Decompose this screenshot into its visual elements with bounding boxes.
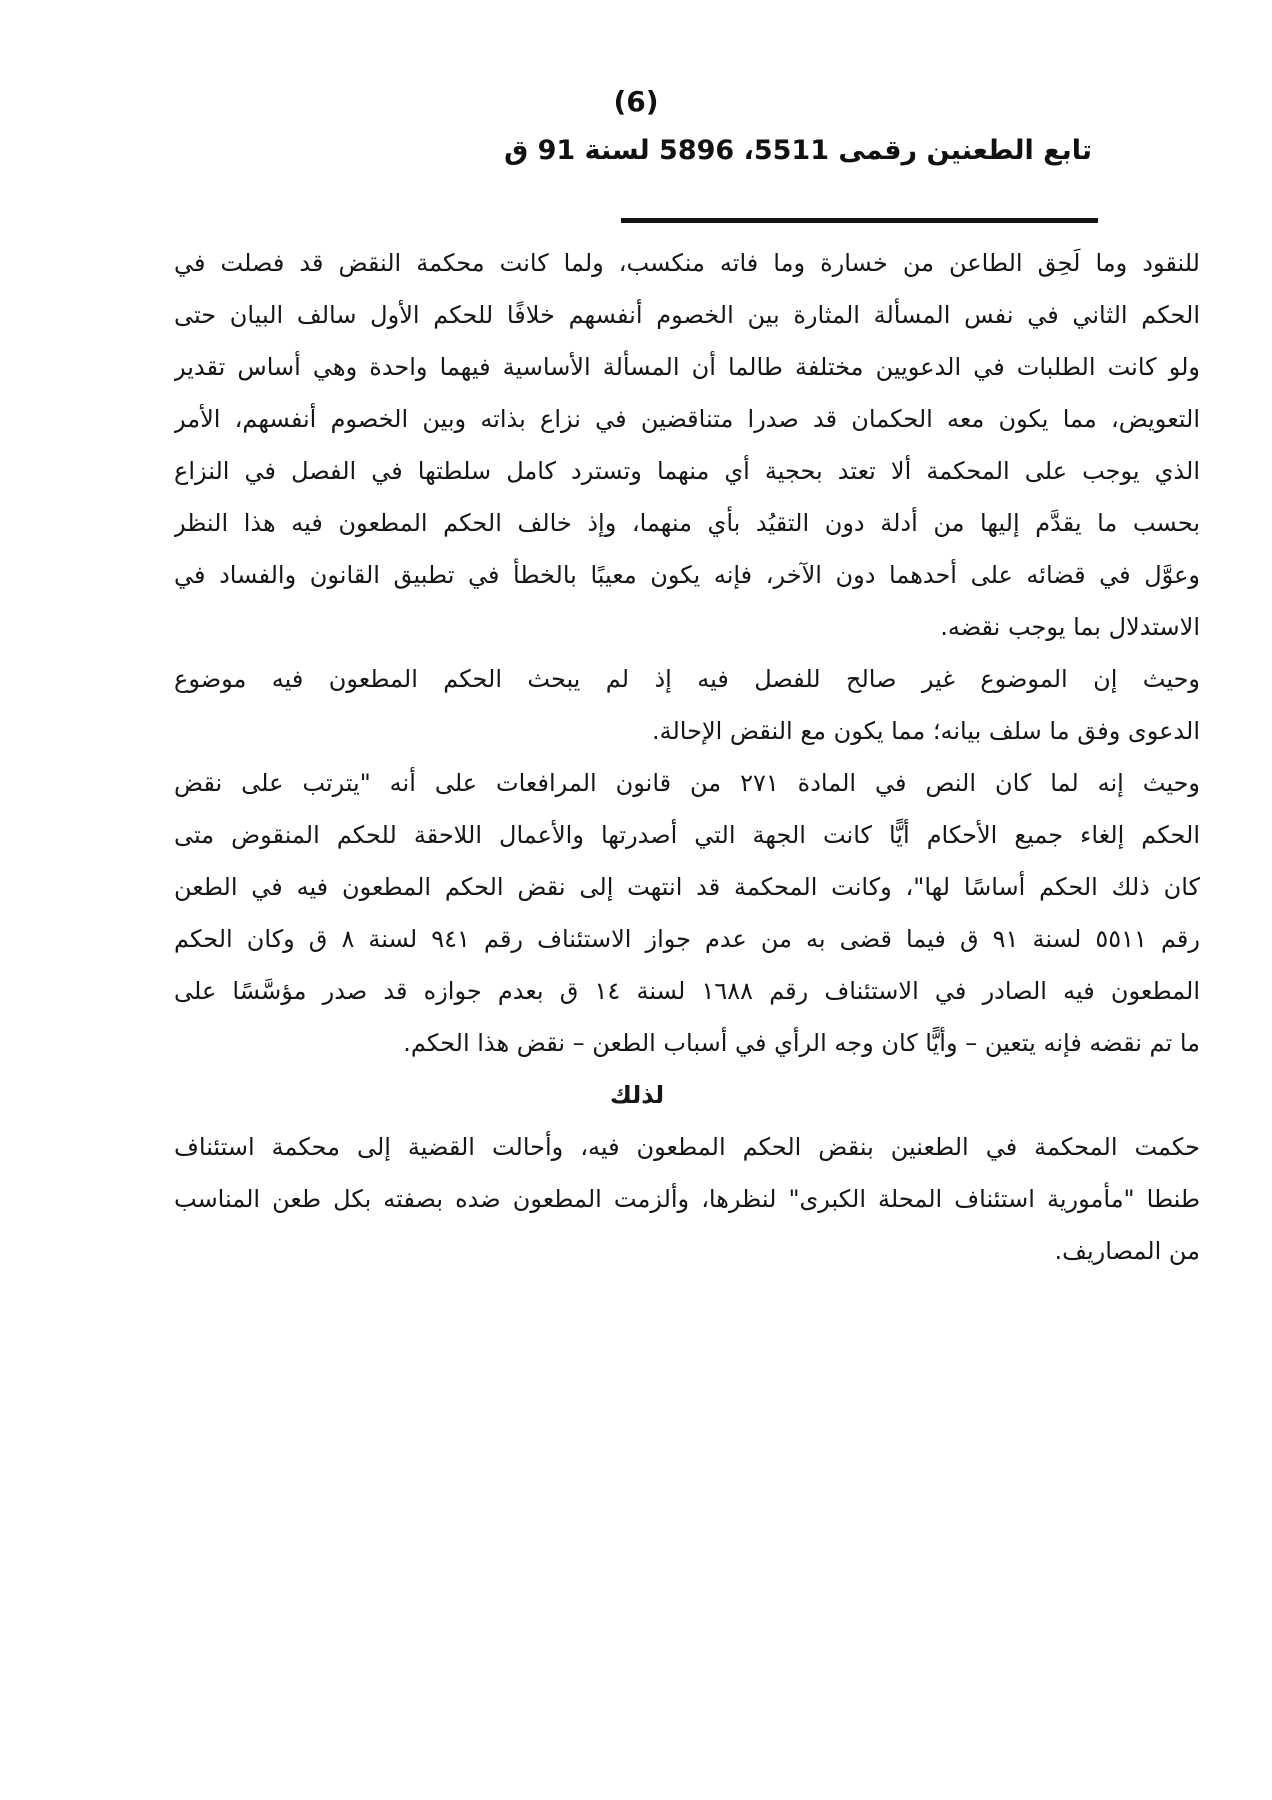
text-line: حكمت المحكمة في الطعنين بنقض الحكم المطعون فيه، وأحالت القضية إلى محكمة استئناف — [174, 1133, 1200, 1161]
text-line: الدعوى وفق ما سلف بيانه؛ مما يكون مع النقض الإحالة. — [651, 717, 1200, 745]
ruling-heading: لذلك — [609, 1081, 665, 1109]
judgment-body-text — [174, 237, 1200, 1277]
page-number: (6) — [613, 85, 659, 118]
header-divider-rule — [621, 218, 1098, 223]
text-line: وحيث إن الموضوع غير صالح للفصل فيه إذ لم يبحث الحكم المطعون فيه موضوع — [174, 665, 1200, 693]
text-line: الحكم إلغاء جميع الأحكام أيًّا كانت الجهة التي أصدرتها والأعمال اللاحقة للحكم المنقوض متى — [174, 821, 1200, 849]
text-line: وحيث إنه لما كان النص في المادة ٢٧١ من قانون المرافعات على أنه "يترتب على نقض — [174, 769, 1200, 797]
text-line: بحسب ما يقدَّم إليها من أدلة دون التقيُد بأي منهما، وإذ خالف الحكم المطعون فيه هذا النظر — [174, 509, 1200, 537]
text-line: من المصاريف. — [1054, 1237, 1200, 1265]
text-line: رقم ٥٥١١ لسنة ٩١ ق فيما قضى به من عدم جواز الاستئناف رقم ٩٤١ لسنة ٨ ق وكان الحكم — [174, 925, 1200, 953]
text-line: الحكم الثاني في نفس المسألة المثارة بين الخصوم أنفسهم خلافًا للحكم الأول سالف البيان حتى — [174, 301, 1200, 329]
text-line: الاستدلال بما يوجب نقضه. — [940, 613, 1200, 641]
text-line: الذي يوجب على المحكمة ألا تعتد بحجية أي منهما وتسترد كامل سلطتها في الفصل في النزاع — [174, 457, 1200, 485]
text-line: وعوَّل في قضائه على أحدهما دون الآخر، فإنه يكون معيبًا بالخطأ في تطبيق القانون والفساد في — [174, 561, 1200, 589]
text-line: كان ذلك الحكم أساسًا لها"، وكانت المحكمة قد انتهت إلى نقض الحكم المطعون فيه في الطعن — [174, 873, 1200, 901]
text-line: ما تم نقضه فإنه يتعين – وأيًّا كان وجه الرأي في أسباب الطعن – نقض هذا الحكم. — [403, 1029, 1200, 1057]
case-header-title: تابع الطعنين رقمى 5511، 5896 لسنة 91 ق — [504, 135, 1092, 166]
text-line: ولو كانت الطلبات في الدعويين مختلفة طالما أن المسألة الأساسية فيهما واحدة وهي أساس تقدير — [174, 353, 1200, 381]
text-line: المطعون فيه الصادر في الاستئناف رقم ١٦٨٨ لسنة ١٤ ق بعدم جوازه قد صدر مؤسَّسًا على — [174, 977, 1200, 1005]
text-line: طنطا "مأمورية استئناف المحلة الكبرى" لنظرها، وألزمت المطعون ضده بصفته بكل طعن المناسب — [174, 1185, 1200, 1213]
text-line: التعويض، مما يكون معه الحكمان قد صدرا متناقضين في نزاع بذاته وبين الخصوم أنفسهم، الأمر — [174, 405, 1200, 433]
text-line: للنقود وما لَحِق الطاعن من خسارة وما فاته منكسب، ولما كانت محكمة النقض قد فصلت في — [174, 249, 1200, 277]
